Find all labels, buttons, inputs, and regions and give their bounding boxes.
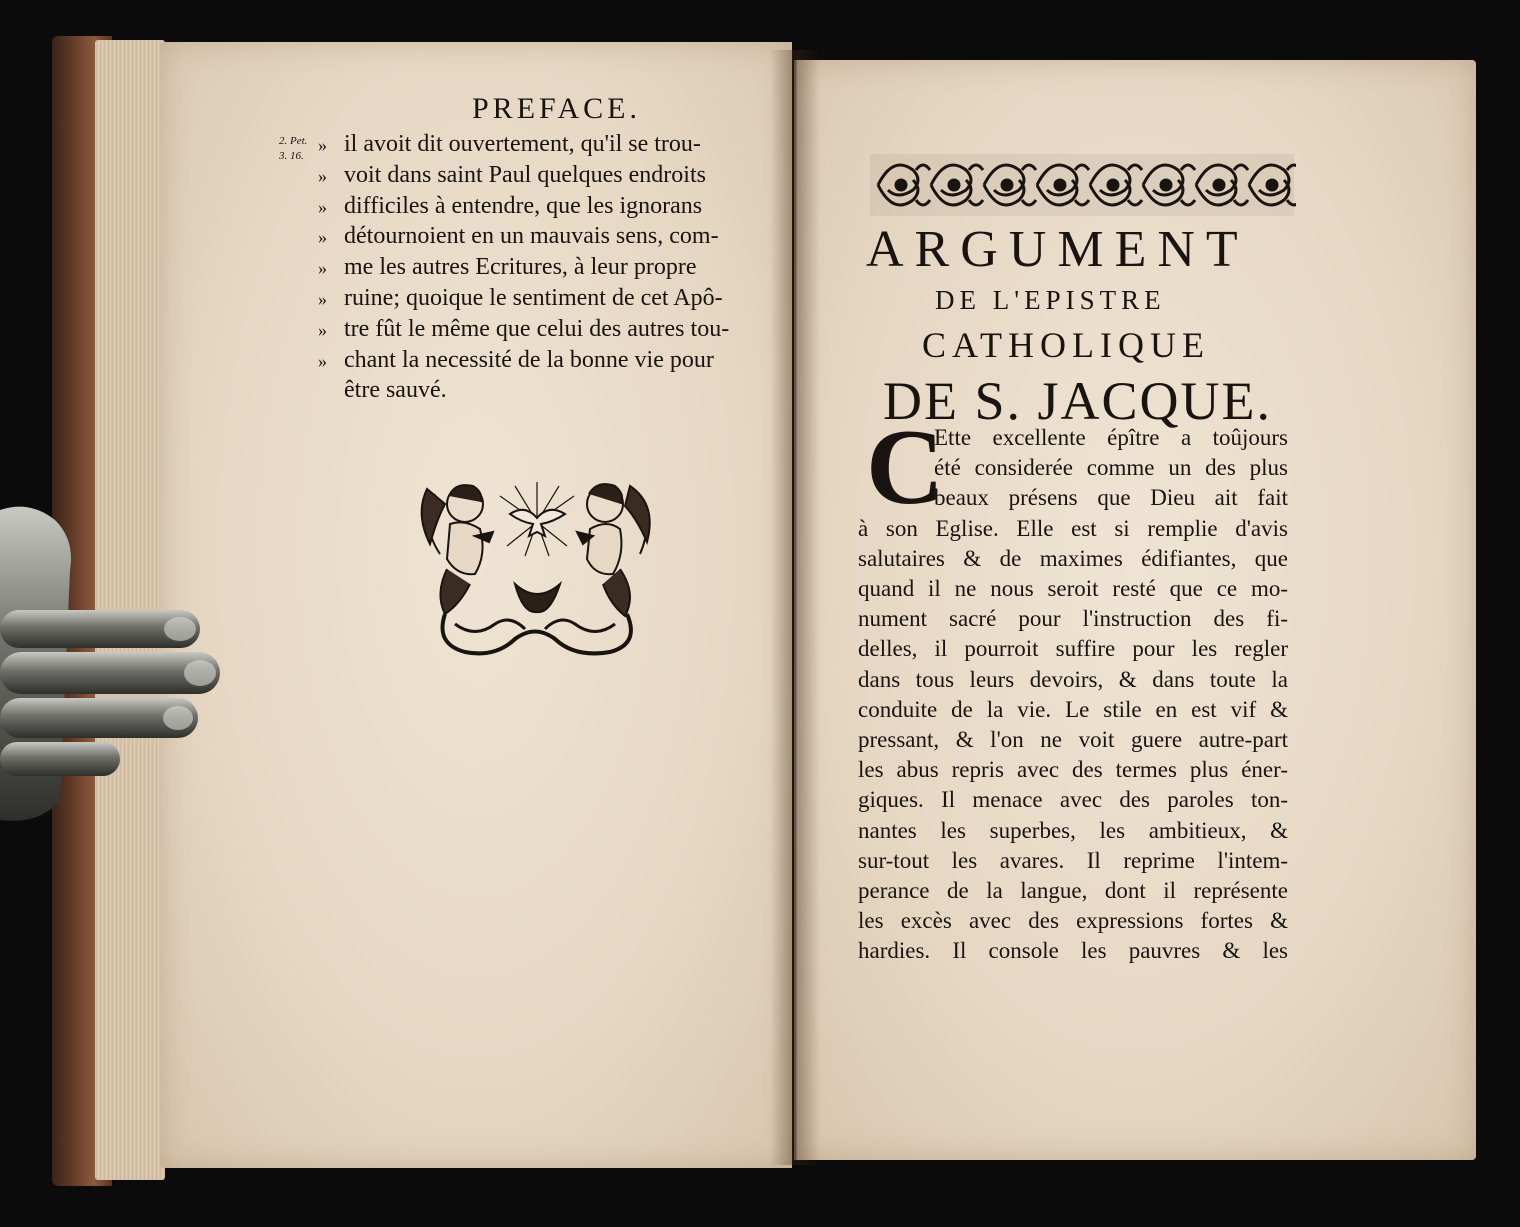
text-line: Ette excellente épître a toûjours — [934, 425, 1288, 450]
text-line: les excès avec des expressions fortes & — [858, 908, 1288, 934]
text-line: conduite de la vie. Le stile en est vif & — [858, 696, 1288, 722]
quote-mark: » — [318, 319, 327, 340]
line-text: difficiles à entendre, que les ignorans — [344, 192, 703, 219]
line-text: tre fût le même que celui des autres tou- — [344, 315, 730, 342]
title-catholique: CATHOLIQUE — [922, 325, 1210, 365]
text-line — [318, 192, 778, 223]
quote-mark: » — [318, 288, 327, 309]
text-line — [318, 284, 778, 315]
cherub-dove-vignette — [415, 474, 660, 664]
quote-mark: » — [318, 350, 327, 371]
quote-mark: » — [318, 196, 327, 217]
text-line — [318, 315, 778, 346]
text-line: salutaires & de maximes édifiantes, que — [858, 545, 1288, 571]
line-text: voit dans saint Paul quelques endroits — [344, 161, 706, 188]
text-line: nantes les superbes, les ambitieux, & — [858, 817, 1288, 843]
text-line: perance de la langue, dont il représente — [858, 878, 1288, 904]
line-text: détournoient en un mauvais sens, com- — [344, 223, 719, 250]
text-line: à son Eglise. Elle est si remplie d'avis — [858, 515, 1288, 541]
text-line: été considerée comme un des plus — [934, 455, 1288, 481]
text-line: hardies. Il console les pauvres & les — [858, 938, 1288, 964]
quote-mark: » — [318, 227, 327, 248]
text-line: les abus repris avec des termes plus éner- — [858, 757, 1288, 783]
text-line: quand il ne nous seroit resté que ce mo- — [858, 576, 1288, 602]
title-de-s-jacque: DE S. JACQUE. — [883, 371, 1273, 431]
drop-cap: C — [866, 408, 944, 527]
text-line — [318, 346, 778, 377]
title-de-lepistre: DE L'EPISTRE — [935, 285, 1166, 315]
line-text: chant la necessité de la bonne vie pour — [344, 346, 714, 373]
running-head: PREFACE. — [472, 92, 641, 125]
quote-mark: » — [318, 165, 327, 186]
text-line — [318, 161, 778, 192]
text-line: giques. Il menace avec des paroles ton- — [858, 787, 1288, 813]
text-line — [318, 130, 778, 161]
quote-mark: » — [318, 135, 327, 155]
line-text: être sauvé. — [344, 377, 447, 404]
text-line: nument sacré pour l'instruction des fi- — [858, 606, 1288, 632]
margin-note — [279, 134, 319, 164]
right-page-text — [858, 423, 1288, 967]
margin-note-line: 3. 16. — [279, 150, 304, 162]
margin-note-line: 2. Pet. — [279, 135, 308, 147]
text-line: sur-tout les avares. Il reprime l'intem- — [858, 847, 1288, 873]
text-line: beaux présens que Dieu ait fait — [934, 485, 1288, 511]
text-line: delles, il pourroit suffire pour les regler — [858, 636, 1288, 662]
line-text: ruine; quoique le sentiment de cet Apô- — [344, 284, 723, 311]
text-line: dans tous leurs devoirs, & dans toute la — [858, 666, 1288, 692]
title-argument: ARGUMENT — [866, 221, 1249, 278]
text-line — [318, 376, 778, 406]
text-line: pressant, & l'on ne voit guere autre-part — [858, 727, 1288, 753]
printer-ornament-band — [868, 150, 1296, 220]
text-line — [318, 253, 778, 284]
line-text: il avoit dit ouvertement, qu'il se trou- — [344, 131, 701, 157]
quote-mark: » — [318, 258, 327, 279]
line-text: me les autres Ecritures, à leur propre — [344, 254, 697, 281]
left-page-text — [318, 130, 778, 406]
text-line — [318, 222, 778, 253]
silver-page-clip — [0, 500, 230, 830]
